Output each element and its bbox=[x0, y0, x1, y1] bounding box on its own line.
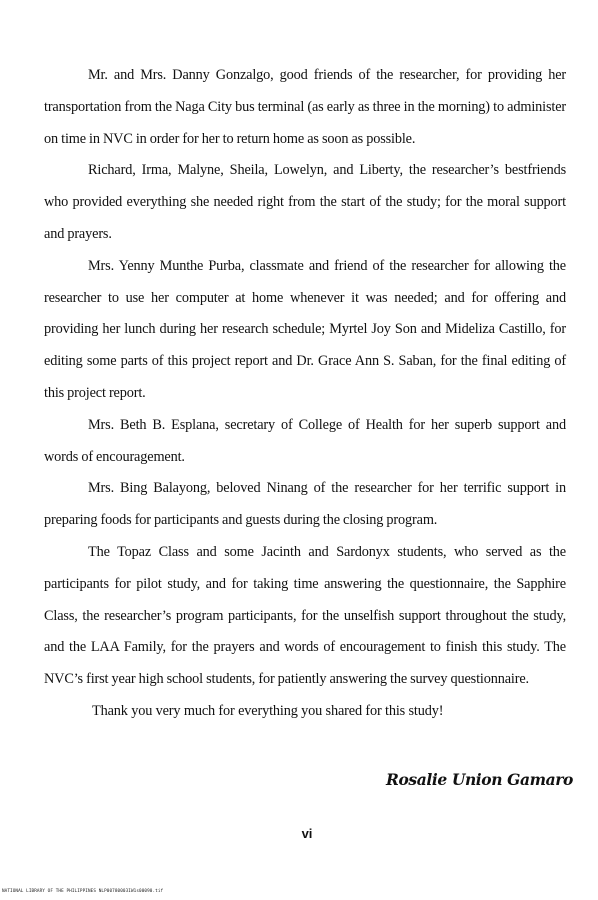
page-number: vi bbox=[301, 826, 313, 841]
paragraph-classes: The Topaz Class and some Jacinth and Sardonyx students, who served as the participants for pilot study, and for taking time answering the questionnaire, the Sapphire Class, the researcher’s program participants, for the unselfish support throughout the study, and the LAA Family, for the prayers and words of encouragement to finish this study. The NVC’s first year high school students, for patiently answering the survey questionnaire. bbox=[44, 543, 566, 688]
signature: Rosalie Union Gamaro bbox=[386, 770, 573, 789]
library-footer-note: NATIONAL LIBRARY OF THE PHILIPPINES NLP00780003IW1s00090.tif bbox=[2, 889, 164, 894]
paragraph-purba: Mrs. Yenny Munthe Purba, classmate and friend of the researcher for allowing the researcher to use her computer at home whenever it was needed; and for offering and providing her lunch during her research schedule; Myrtel Joy Son and Mideliza Castillo, for editing some parts of this project report and Dr. Grace Ann S. Saban, for the final editing of this project report. bbox=[44, 257, 566, 401]
acknowledgment-body bbox=[44, 60, 566, 728]
thanks-line: Thank you very much for everything you shared for this study! bbox=[92, 702, 444, 719]
paragraph-balayong: Mrs. Bing Balayong, beloved Ninang of the researcher for her terrific support in preparing foods for participants and guests during the closing program. bbox=[44, 480, 566, 529]
paragraph-bestfriends: Richard, Irma, Malyne, Sheila, Lowelyn, and Liberty, the researcher’s bestfriends who provided everything she needed right from the start of the study; for the moral support and prayers. bbox=[44, 162, 566, 242]
paragraph-esplana: Mrs. Beth B. Esplana, secretary of College of Health for her superb support and words of encouragement. bbox=[44, 416, 566, 465]
paragraph-gonzalgo: Mr. and Mrs. Danny Gonzalgo, good friends of the researcher, for providing her transportation from the Naga City bus terminal (as early as three in the morning) to administer on time in NVC in order for her to return home as soon as possible. bbox=[44, 67, 566, 147]
